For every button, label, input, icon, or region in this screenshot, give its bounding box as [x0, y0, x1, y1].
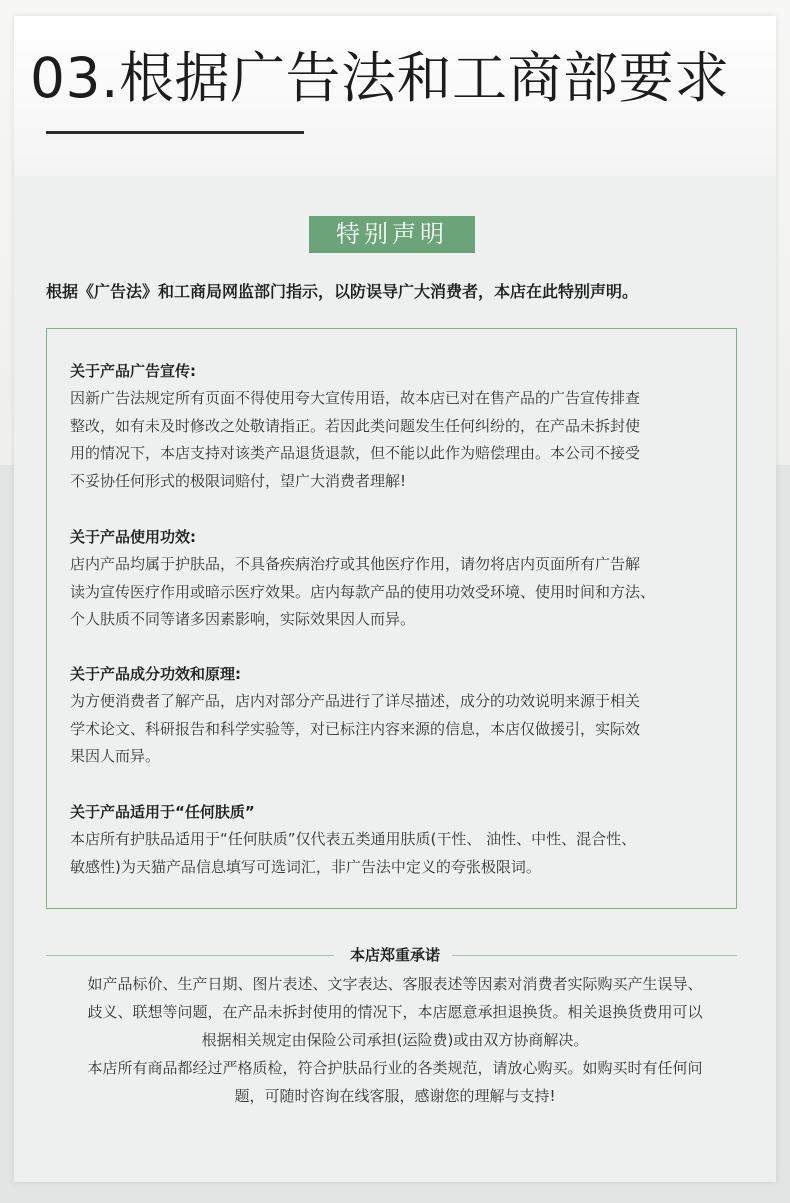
section-line: 不妥协任何形式的极限词赔付，望广大消费者理解! [70, 471, 407, 490]
title-underline [46, 131, 304, 134]
section-line: 因新广告法规定所有页面不得使用夸大宣传用语，故本店已对在售产品的广告宣传排查 [70, 389, 641, 407]
section-line: 果因人而异。 [70, 747, 161, 765]
promise-title: 本店郑重承诺 [349, 946, 440, 964]
statement-box [46, 328, 737, 909]
section-heading: 关于产品广告宣传: [70, 362, 196, 380]
intro-statement: 根据《广告法》和工商局网监部门指示，以防误导广大消费者，本店在此特别声明。 [46, 282, 639, 301]
section-line: 学术论文、科研报告和科学实验等，对已标注内容来源的信息，本店仅做援引，实际效 [70, 719, 641, 738]
divider-right [452, 955, 737, 956]
section-line: 个人肤质不同等诸多因素影响，实际效果因人而异。 [70, 610, 416, 628]
promise-line: 歧义、联想等问题，在产品未拆封使用的情况下，本店愿意承担退换货。相关退换货费用可以 [87, 1003, 703, 1021]
special-statement-badge: 特别声明 [309, 216, 475, 253]
notice-card [14, 16, 776, 1182]
promise-header [14, 941, 776, 969]
section-line: 为方便消费者了解产品，店内对部分产品进行了详尽描述，成分的功效说明来源于相关 [70, 692, 641, 710]
section-advertising [70, 357, 730, 495]
section-line: 本店所有护肤品适用于“任何肤质”仅代表五类通用肤质(干性、 油性、中性、混合性、 [70, 830, 637, 848]
section-skin-types [70, 798, 730, 881]
card-header [14, 16, 776, 176]
section-line: 店内产品均属于护肤品，不具备疾病治疗或其他医疗作用，请勿将店内页面所有广告解 [70, 555, 641, 573]
section-line: 敏感性)为天猫产品信息填写可选词汇，非广告法中定义的夸张极限词。 [70, 857, 541, 876]
promise-line: 题，可随时咨询在线客服，感谢您的理解与支持! [234, 1087, 556, 1105]
section-heading: 关于产品成分功效和原理: [70, 665, 241, 683]
section-ingredients [70, 660, 730, 771]
section-line: 读为宣传医疗作用或暗示医疗效果。店内每款产品的使用功效受环境、使用时间和方法、 [70, 582, 656, 601]
section-efficacy [70, 523, 730, 634]
section-heading: 关于产品使用功效: [70, 528, 196, 546]
section-line: 用的情况下，本店支持对该类产品退货退款，但不能以此作为赔偿理由。本公司不接受 [70, 444, 641, 462]
section-heading: 关于产品适用于“任何肤质” [70, 803, 255, 821]
section-line: 整改，如有未及时修改之处敬请指正。若因此类问题发生任何纠纷的，在产品未拆封使 [70, 416, 641, 435]
promise-line: 根据相关规定由保险公司承担(运险费)或由双方协商解决。 [201, 1031, 589, 1049]
promise-line: 如产品标价、生产日期、图片表述、文字表达、客服表述等因素对消费者实际购买产生误导、 [87, 975, 703, 993]
page-title: 03.根据广告法和工商部要求 [30, 46, 730, 110]
promise-line: 本店所有商品都经过严格质检，符合护肤品行业的各类规范，请放心购买。如购买时有任何问 [87, 1059, 703, 1077]
